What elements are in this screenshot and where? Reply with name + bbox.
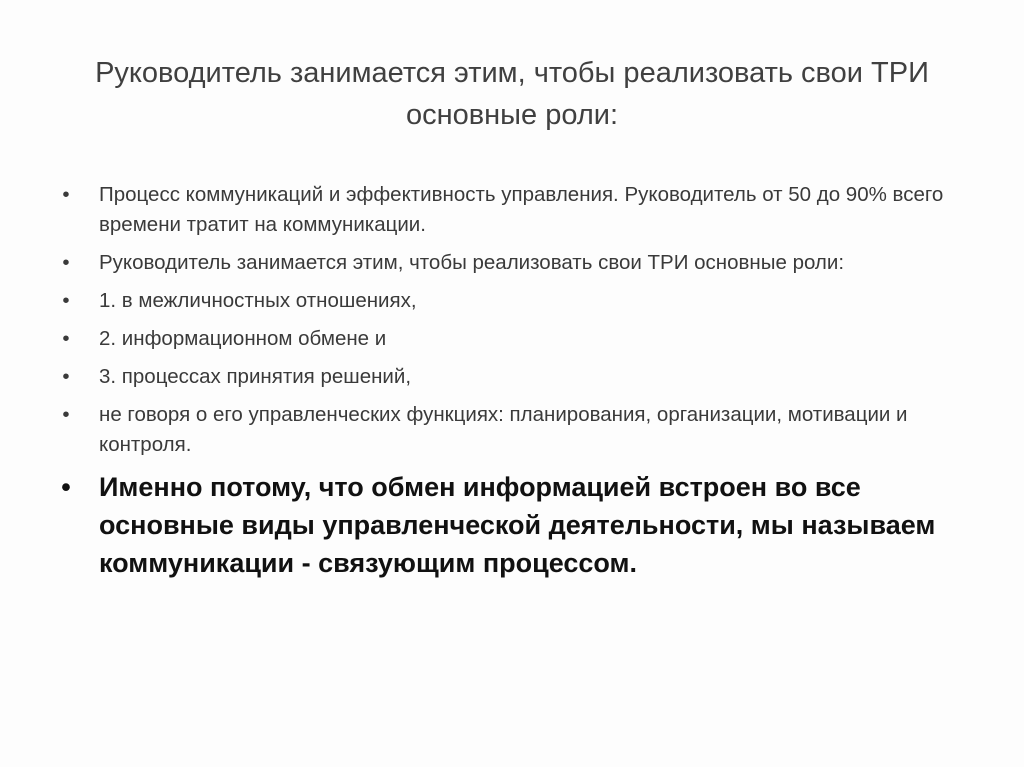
- list-item: [60, 286, 960, 316]
- slide-title-line-1: Руководитель занимается этим, чтобы реализовать свои ТРИ: [95, 57, 929, 89]
- slide-title: [60, 52, 964, 136]
- list-item-text: 3. процессах принятия решений,: [99, 365, 412, 388]
- list-item: [60, 362, 960, 392]
- bullet-icon: •: [62, 251, 70, 274]
- bullet-icon: •: [62, 183, 70, 206]
- list-item: [60, 400, 960, 460]
- emphasis-list-item: [60, 468, 960, 582]
- bullet-icon: •: [62, 403, 70, 426]
- bullet-icon: •: [62, 289, 70, 312]
- list-item-text: 2. информационном обмене и: [99, 327, 387, 350]
- bullet-list: [60, 180, 960, 590]
- list-item: [60, 180, 960, 240]
- list-item-text: 1. в межличностных отношениях,: [99, 289, 417, 312]
- list-item-text: Руководитель занимается этим, чтобы реализовать свои ТРИ основные роли:: [99, 251, 845, 274]
- list-item: [60, 324, 960, 354]
- bullet-icon: •: [61, 472, 71, 502]
- list-item-text: не говоря о его управленческих функциях: планирования, организации, мотивации и контроля.: [99, 403, 908, 456]
- emphasis-text: Именно потому, что обмен информацией встроен во все основные виды управленческой деятельности, мы называем коммуникации - связующим процессом.: [99, 472, 936, 578]
- list-item-text: Процесс коммуникаций и эффективность управления. Руководитель от 50 до 90% всего времени тратит на коммуникации.: [99, 183, 944, 236]
- bullet-icon: •: [62, 365, 70, 388]
- list-item: [60, 248, 960, 278]
- bullet-icon: •: [62, 327, 70, 350]
- slide-title-line-2: основные роли:: [405, 99, 619, 131]
